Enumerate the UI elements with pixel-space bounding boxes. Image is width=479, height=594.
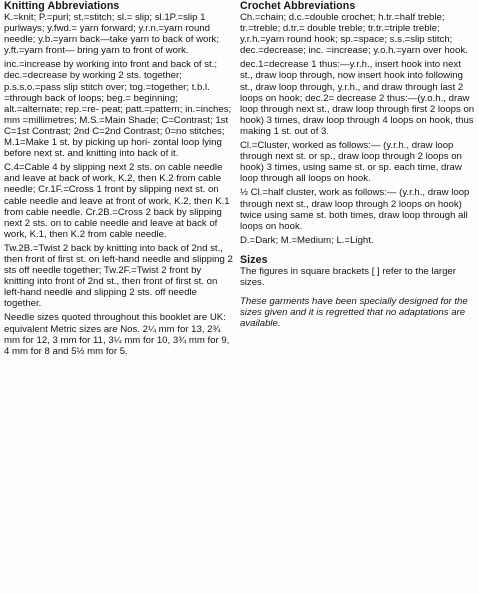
shade-abbreviations: D.=Dark; M.=Medium; L.=Light. <box>240 234 374 246</box>
knitting-column <box>4 0 234 360</box>
crochet-column <box>240 0 476 332</box>
sizes-heading: Sizes <box>240 253 268 266</box>
adaptations-note <box>240 296 476 329</box>
adaptations-note-text: These garments have been specially designed for the sizes given and it is regretted that no adaptations are available. <box>240 296 468 330</box>
needle-sizes-note: Needle sizes quoted throughout this booklet are UK: equivalent Metric sizes are Nos. 2¼ mm for 13, 2¾ mm for 12, 3 mm for 11, 3¼ mm for 10, 3¾ mm for 9, 4 mm for 8 and 5½ mm for 5. <box>4 312 230 357</box>
knitting-heading: Knitting Abbreviations <box>4 0 120 12</box>
sizes-text: The figures in square brackets [ ] refer to the larger sizes. <box>240 265 456 288</box>
crochet-decrease-abbreviations: dec.1=decrease 1 thus:—y.r.h., insert hook into next st., draw loop through, now insert hook into following st., draw loop through, y.r.h., and draw through last 2 loops on hook; dec.2= decrease 2 thus:—(y.o.h., draw loop through next st., draw loop through first 2 loops on hook) 3 times, draw loop through 4 loops on hook, thus making 1 st. out of 3. <box>240 59 475 137</box>
knitting-twist-abbreviations: Tw.2B.=Twist 2 back by knitting into back of 2nd st., then front of first st. on left-hand needle and slipping 2 sts off needle together; Tw.2F.=Twist 2 front by knitting into front of 2nd st., then front of first st. on left-hand needle and slipping 2 sts. off needle together. <box>4 242 233 310</box>
crochet-cluster-abbreviation: Cl.=Cluster, worked as follows:— (y.r.h., draw loop through next st. or sp., draw loop through 2 loops on hook) 3 times, using same st. or sp. each time, draw loop through all loops on hook. <box>240 140 462 185</box>
knitting-cable-abbreviations: C.4=Cable 4 by slipping next 2 sts. on cable needle and leave at back of work, K.2, then K.2 from cable needle; Cr.1F.=Cross 1 front by slipping next st. on cable needle and leave at front of work, K.2, then K.1 from cable needle. Cr.2B.=Cross 2 back by slipping next 2 sts. on to cable needle and leave at back of work, K.1, then K.2 from cable needle. <box>4 162 230 240</box>
crochet-half-cluster-abbreviation: ½ Cl.=half cluster, work as follows:— (y.r.h., draw loop through next st., draw loop through 2 loops on hook) twice using same st. both times, draw loop through all loops on hook. <box>240 187 470 232</box>
crochet-heading: Crochet Abbreviations <box>240 0 356 12</box>
crochet-basic-abbreviations: Ch.=chain; d.c.=double crochet; h.tr.=half treble; tr.=treble; d.tr.= double treble; tr.tr.=triple treble; y.r.h.=yarn round hook; sp.=space; s.s.=slip stitch; dec.=decrease; inc. =increase; y.o.h.=yarn over hook. <box>240 12 468 57</box>
knitting-general-abbreviations: inc.=increase by working into front and back of st.; dec.=decrease by working 2 sts. together; p.s.s.o.=pass slip stitch over; tog.=together; t.b.l. =through back of loops; beg.= beginning; alt.=alternate; rep.=re- peat; patt.=pattern; in.=inches; mm =millimetres; M.S.=Main Shade; C=Contrast; 1st C=1st Contrast; 2nd C=2nd Contrast; 0=no stitches; M.1=Make 1 st. by picking up hori- zontal loop lying before next st. and knitting into back of it. <box>4 59 232 160</box>
knitting-basic-abbreviations: K.=knit; P.=purl; st.=stitch; sl.= slip; sl.1P.=slip 1 purlways; y.fwd.= yarn forward; y.r.n.=yarn round needle; y.b.=yarn back—take yarn to back of work; y.ft.=yarn front— bring yarn to front of work. <box>4 12 219 57</box>
